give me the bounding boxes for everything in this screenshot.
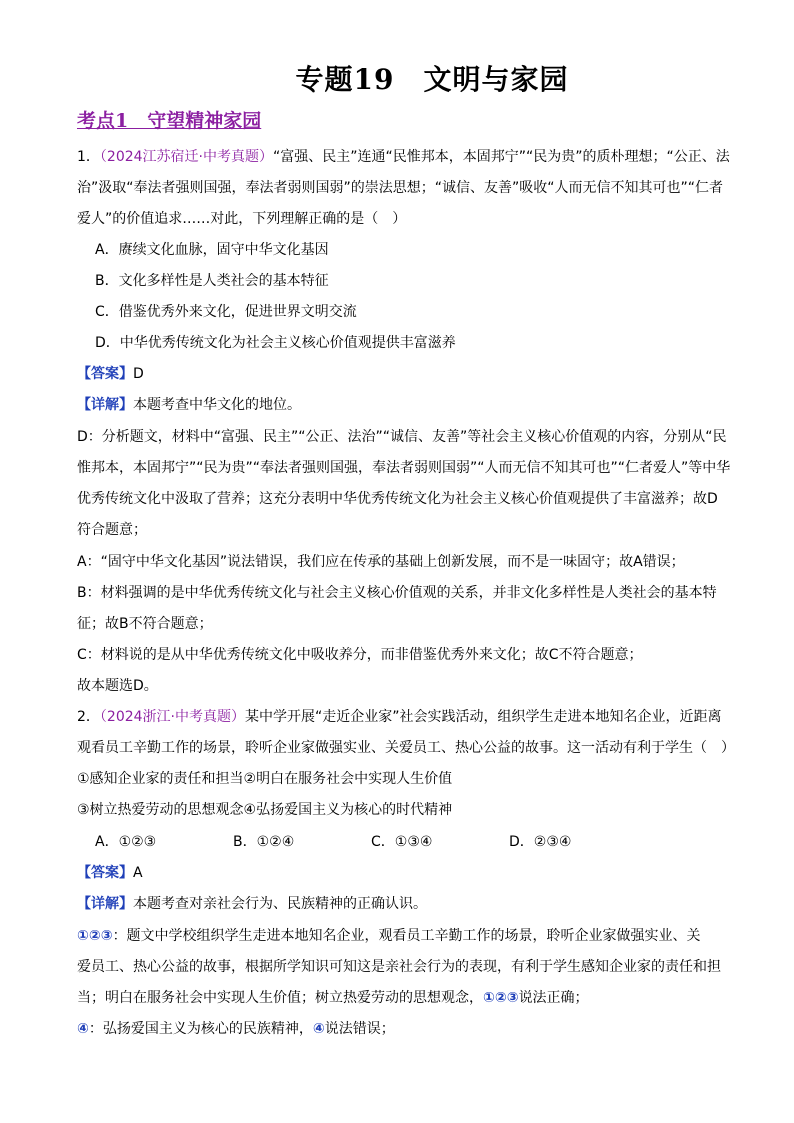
statement-items-3-4: ③树立热爱劳动的思想观念④弘扬爱国主义为核心的时代精神 — [77, 802, 453, 818]
question-1-line-1 — [77, 147, 730, 167]
explanation-text: 说法正确； — [518, 990, 589, 1006]
detail-line — [77, 894, 727, 914]
option-c: C．借鉴优秀外来文化，促进世界文明交流 — [95, 304, 357, 320]
options-row — [95, 832, 745, 852]
explanation-text: ：弘扬爱国主义为核心的民族精神， — [88, 1021, 313, 1037]
detail-tag: 【详解】 — [77, 896, 133, 912]
item-numbers: ④ — [77, 1021, 89, 1037]
detail-text: C：材料说的是从中华优秀传统文化中吸收养分，而非借鉴优秀外来文化；故C不符合题意； — [77, 647, 643, 663]
option-a: A．①②③ — [95, 834, 157, 850]
explanation-line-2: 爱员工、热心公益的故事，根据所学知识可知这是亲社会行为的表现，有利于学生感知企业家的责任和担 — [77, 959, 721, 975]
detail-text: B：材料强调的是中华优秀传统文化与社会主义核心价值观的关系，并非文化多样性是人类社会的基本特 — [77, 585, 717, 601]
question-source: （2024浙江·中考真题） — [99, 709, 246, 725]
question-text: “富强、民主”连通“民惟邦本，本固邦宁”“民为贵”的质朴理想；“公正、法 — [273, 149, 730, 165]
answer-value: D — [133, 366, 144, 382]
detail-line — [77, 395, 727, 415]
item-numbers: ④ — [312, 1021, 325, 1037]
option-a: A．赓续文化血脉，固守中华文化基因 — [95, 242, 329, 258]
detail-intro: 本题考查中华文化的地位。 — [133, 397, 301, 413]
answer-value: A — [133, 865, 143, 881]
explanation-text: 说法错误； — [324, 1021, 395, 1037]
detail-intro: 本题考查对亲社会行为、民族精神的正确认识。 — [133, 896, 427, 912]
option-d: D．中华优秀传统文化为社会主义核心价值观提供丰富滋养 — [95, 335, 456, 351]
item-numbers: ①②③ — [483, 990, 519, 1006]
detail-text: 征；故B不符合题意； — [77, 616, 213, 632]
detail-text: D：分析题文，材料中“富强、民主”“公正、法治”“诚信、友善”等社会主义核心价值观的内容，分别从“民 — [77, 429, 727, 445]
question-1-line-2: 治”汲取“奉法者强则国强，奉法者弱则国弱”的崇法思想；“诚信、友善”吸收“人而无信不知其可也”“仁者 — [77, 180, 724, 196]
question-2-line-1 — [77, 707, 727, 727]
explanation-text: ：题文中学校组织学生走进本地知名企业，观看员工辛勤工作的场景，聆听企业家做强实业、关 — [112, 928, 701, 944]
detail-text: 惟邦本，本固邦宁”“民为贵”“奉法者强则国强，奉法者弱则国弱”“人而无信不知其可也”“仁者爱人”等中华 — [77, 460, 731, 476]
explanation-line-1 — [77, 926, 727, 946]
answer-tag: 【答案】 — [77, 865, 133, 881]
section-heading: 考点1 守望精神家园 — [77, 110, 262, 132]
option-b: B．①②④ — [233, 834, 295, 850]
detail-text: 故本题选D。 — [77, 678, 158, 694]
page-title: 专题19 文明与家园 — [295, 63, 569, 96]
question-2-line-2: 观看员工辛勤工作的场景，聆听企业家做强实业、关爱员工、热心公益的故事。这一活动有利于学生（ ） — [77, 740, 735, 756]
explanation-text: 当；明白在服务社会中实现人生价值；树立热爱劳动的思想观念， — [77, 990, 483, 1006]
detail-text: A：“固守中华文化基因”说法错误，我们应在传承的基础上创新发展，而不是一味固守；故A错误； — [77, 554, 685, 570]
option-b: B．文化多样性是人类社会的基本特征 — [95, 273, 329, 289]
answer-tag: 【答案】 — [77, 366, 133, 382]
detail-text: 优秀传统文化中汲取了营养；这充分表明中华优秀传统文化为社会主义核心价值观提供了丰富滋养；故D — [77, 491, 718, 507]
question-number: 1． — [77, 149, 100, 165]
detail-tag: 【详解】 — [77, 397, 133, 413]
answer-line — [77, 364, 727, 384]
question-text: 某中学开展“走近企业家”社会实践活动，组织学生走进本地知名企业，近距离 — [245, 709, 722, 725]
explanation-line-3 — [77, 988, 727, 1008]
question-source: （2024江苏宿迁·中考真题） — [99, 149, 274, 165]
item-numbers: ①②③ — [77, 928, 113, 944]
question-number: 2． — [77, 709, 100, 725]
detail-text: 符合题意； — [77, 522, 147, 538]
option-c: C．①③④ — [371, 834, 433, 850]
explanation-line-4 — [77, 1019, 727, 1039]
statement-items-1-2: ①感知企业家的责任和担当②明白在服务社会中实现人生价值 — [77, 771, 453, 787]
option-d: D．②③④ — [509, 834, 572, 850]
question-1-line-3: 爱人”的价值追求……对此，下列理解正确的是（ ） — [77, 211, 407, 227]
answer-line — [77, 863, 727, 883]
